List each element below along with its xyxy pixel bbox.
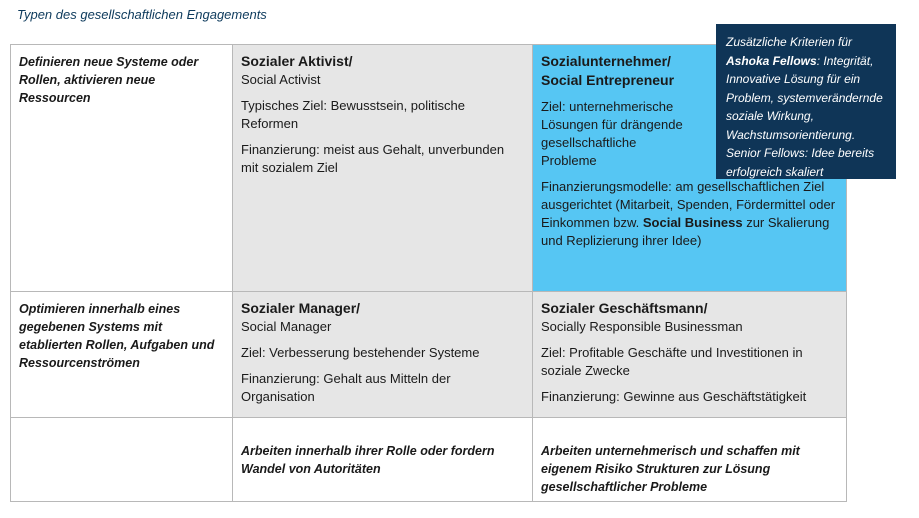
cell-heading: Sozialer Geschäftsmann/ <box>541 300 708 316</box>
cell-goal: Typisches Ziel: Bewusstsein, politische Reformen <box>241 98 465 131</box>
row-label: Definieren neue Systeme oder Rollen, aktivieren neue Ressourcen <box>19 55 199 105</box>
cell-heading: Sozialer Aktivist/ <box>241 53 353 69</box>
page-title: Typen des gesellschaftlichen Engagements <box>17 7 267 22</box>
cell-social-manager <box>233 292 533 418</box>
cell-goal: Ziel: unternehmerische Lösungen für drängende gesellschaftliche Probleme <box>541 99 683 168</box>
cell-funding: Finanzierung: Gewinne aus Geschäftstätigkeit <box>541 389 807 404</box>
cell-funding: Finanzierung: Gehalt aus Mitteln der Organisation <box>241 371 451 404</box>
row-label-cell <box>11 292 233 418</box>
cell-funding: Finanzierung: meist aus Gehalt, unverbunden mit sozialem Ziel <box>241 142 505 175</box>
cell-socially-responsible-businessman <box>533 292 847 418</box>
cell-heading: Sozialunternehmer/ <box>541 53 671 69</box>
bottom-cell-left <box>233 418 533 502</box>
bottom-cell-right <box>533 418 847 502</box>
funding-text: Finanzierungsmodelle: am gesellschaftlichen Ziel ausgerichtet (Mitarbeit, Spenden, Fördermittel oder Einkommen bzw. <box>541 179 836 230</box>
bottom-summary: Arbeiten innerhalb ihrer Rolle oder fordern Wandel von Autoritäten <box>241 444 495 476</box>
table-row <box>11 418 847 502</box>
note-emphasis: Ashoka Fellows <box>726 53 817 68</box>
cell-funding <box>541 178 838 250</box>
empty-cell <box>11 418 233 502</box>
cell-heading: Sozialer Manager/ <box>241 300 361 316</box>
row-label-cell <box>11 45 233 292</box>
note-intro: Zusätzliche Kriterien für <box>726 35 853 49</box>
cell-social-activist <box>233 45 533 292</box>
cell-goal: Ziel: Profitable Geschäfte und Investitionen in soziale Zwecke <box>541 345 803 378</box>
table-row <box>11 292 847 418</box>
cell-subheading: Social Manager <box>241 319 332 334</box>
bottom-summary: Arbeiten unternehmerisch und schaffen mit eigenem Risiko Strukturen zur Lösung gesellschaftlicher Probleme <box>541 444 800 494</box>
cell-subheading: Socially Responsible Businessman <box>541 319 743 334</box>
cell-goal: Ziel: Verbesserung bestehender Systeme <box>241 345 480 360</box>
ashoka-criteria-note <box>716 24 896 179</box>
funding-text-end: zur Skalierung und Replizierung ihrer Idee) <box>541 215 830 248</box>
funding-emphasis: Social Business <box>642 215 743 230</box>
row-label: Optimieren innerhalb eines gegebenen Systems mit etablierten Rollen, Aufgaben und Ressourcenströmen <box>19 302 215 370</box>
cell-heading-line2: Social Entrepreneur <box>541 72 675 88</box>
cell-subheading: Social Activist <box>241 72 321 87</box>
note-text: : Integrität, Innovative Lösung für ein Problem, systemverändernde soziale Wirkung, Wachstumsorientierung. Senior Fellows: Idee bereits erfolgreich skaliert <box>726 53 883 179</box>
